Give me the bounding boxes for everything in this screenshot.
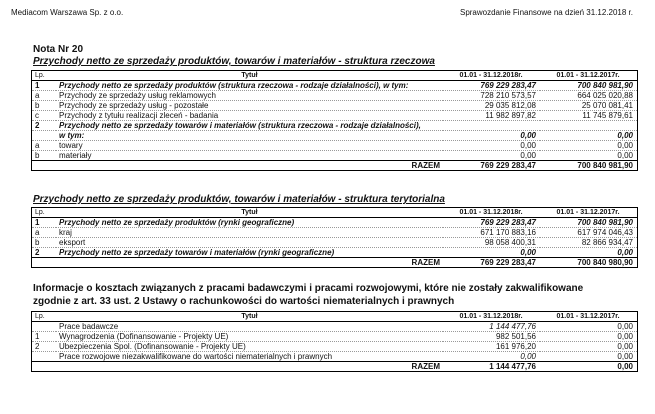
total-label: RAZEM: [56, 362, 443, 372]
row-label: Przychody ze sprzedaży usług reklamowych: [56, 91, 443, 101]
row-lp: 2: [32, 121, 57, 131]
row-value-2017: 25 070 081,41: [540, 101, 638, 111]
table-row: [32, 322, 638, 332]
row-value-2017: 82 866 934,47: [540, 238, 638, 248]
row-value-2017: 700 840 981,90: [540, 81, 638, 91]
row-value-2017: 0,00: [540, 342, 638, 352]
table3-header: [32, 312, 638, 322]
row-value-2017: 700 840 981,90: [540, 218, 638, 228]
row-value-2017: 0,00: [540, 141, 638, 151]
row-label: Przychody ze sprzedaży usług - pozostałe: [56, 101, 443, 111]
row-value-2017: 0,00: [540, 332, 638, 342]
row-lp: 1: [32, 332, 57, 342]
table-row: [32, 81, 638, 91]
row-lp: c: [32, 111, 57, 121]
total-label: RAZEM: [56, 161, 443, 171]
row-value-2017: 617 974 046,43: [540, 228, 638, 238]
table-row: [32, 352, 638, 362]
row-value-2018: 1 144 477,76: [443, 322, 540, 332]
table1-title: Przychody netto ze sprzedaży produktów, towarów i materiałów - struktura rzeczowa: [33, 56, 435, 67]
row-lp: b: [32, 151, 57, 161]
table-row: [32, 342, 638, 352]
table2: [31, 207, 638, 268]
row-label: Ubezpieczenia Spol. (Dofinansowanie - Projekty UE): [56, 342, 443, 352]
table3-title-line1: Informacje o kosztach związanych z pracami badawczymi i pracami rozwojowymi, które nie zostały zakwalifikowane: [33, 283, 584, 294]
row-lp: [32, 352, 57, 362]
table-row: [32, 248, 638, 258]
row-value-2018: [443, 121, 540, 131]
total-lp: [32, 258, 57, 268]
row-value-2017: 0,00: [540, 322, 638, 332]
row-lp: b: [32, 238, 57, 248]
row-value-2018: 0,00: [443, 131, 540, 141]
row-lp: b: [32, 101, 57, 111]
row-label: Przychody netto ze sprzedaży towarów i materiałów (struktura rzeczowa - rodzaje działalności),: [56, 121, 443, 131]
total-value-2018: 1 144 477,76: [443, 362, 540, 372]
row-label: kraj: [56, 228, 443, 238]
row-value-2018: 769 229 283,47: [443, 218, 540, 228]
table-row: [32, 91, 638, 101]
nota-number: Nota Nr 20: [33, 44, 84, 55]
total-value-2018: 769 229 283,47: [443, 258, 540, 268]
total-row: [32, 258, 638, 268]
table3-title-line2: zgodnie z art. 33 ust. 2 Ustawy o rachunkowości do wartości niematerialnych i prawnych: [33, 296, 455, 307]
row-value-2017: 0,00: [540, 131, 638, 141]
row-value-2018: 671 170 883,16: [443, 228, 540, 238]
row-value-2018: 0,00: [443, 141, 540, 151]
row-label: Przychody z tytułu realizacji zleceń - badania: [56, 111, 443, 121]
col-p2: 01.01 - 31.12.2017r.: [540, 71, 638, 81]
row-label: Wynagrodzenia (Dofinansowanie - Projekty UE): [56, 332, 443, 342]
row-lp: 1: [32, 81, 57, 91]
row-label: eksport: [56, 238, 443, 248]
row-lp: 1: [32, 218, 57, 228]
row-lp: a: [32, 91, 57, 101]
row-value-2018: 98 058 400,31: [443, 238, 540, 248]
total-label: RAZEM: [56, 258, 443, 268]
row-value-2017: 0,00: [540, 248, 638, 258]
table-row: [32, 228, 638, 238]
col-p1: 01.01 - 31.12.2018r.: [443, 71, 540, 81]
col-p1: 01.01 - 31.12.2018r.: [443, 208, 540, 218]
row-lp: [32, 131, 57, 141]
row-value-2018: 728 210 573,57: [443, 91, 540, 101]
row-value-2018: 0,00: [443, 151, 540, 161]
total-lp: [32, 362, 57, 372]
table-row: [32, 141, 638, 151]
row-label: towary: [56, 141, 443, 151]
row-label: Prace badawcze: [56, 322, 443, 332]
row-value-2018: 161 976,20: [443, 342, 540, 352]
col-p2: 01.01 - 31.12.2017r.: [540, 208, 638, 218]
row-lp: a: [32, 141, 57, 151]
col-p2: 01.01 - 31.12.2017r.: [540, 312, 638, 322]
row-value-2017: 0,00: [540, 352, 638, 362]
row-lp: 2: [32, 248, 57, 258]
table2-title: Przychody netto ze sprzedaży produktów, towarów i materiałów - struktura terytorialna: [33, 194, 445, 205]
table-row: [32, 151, 638, 161]
table-row: [32, 131, 638, 141]
row-label: Przychody netto ze sprzedaży produktów (rynki geograficzne): [56, 218, 443, 228]
row-value-2018: 982 501,56: [443, 332, 540, 342]
row-label: materiały: [56, 151, 443, 161]
row-value-2018: 0,00: [443, 248, 540, 258]
total-value-2018: 769 229 283,47: [443, 161, 540, 171]
total-value-2017: 0,00: [540, 362, 638, 372]
row-label: Przychody netto ze sprzedaży towarów i materiałów (rynki geograficzne): [56, 248, 443, 258]
table3: [31, 311, 638, 372]
row-value-2018: 11 982 897,82: [443, 111, 540, 121]
total-lp: [32, 161, 57, 171]
table-row: [32, 111, 638, 121]
total-row: [32, 161, 638, 171]
row-value-2018: 0,00: [443, 352, 540, 362]
col-lp: Lp.: [32, 312, 57, 322]
report-title: Sprawozdanie Finansowe na dzień 31.12.2018 r.: [459, 8, 633, 17]
row-value-2018: 29 035 812,08: [443, 101, 540, 111]
row-lp: [32, 322, 57, 332]
row-label: Przychody netto ze sprzedaży produktów (struktura rzeczowa - rodzaje działalności), w tym:: [56, 81, 443, 91]
table-row: [32, 218, 638, 228]
row-label: Prace rozwojowe niezakwalifikowane do wartości niematerialnych i prawnych: [56, 352, 443, 362]
row-label: w tym:: [56, 131, 443, 141]
total-value-2017: 700 840 980,90: [540, 258, 638, 268]
row-lp: a: [32, 228, 57, 238]
table-row: [32, 238, 638, 248]
row-value-2017: 664 025 020,88: [540, 91, 638, 101]
col-title: Tytuł: [56, 71, 443, 81]
row-value-2018: 769 229 283,47: [443, 81, 540, 91]
table-row: [32, 332, 638, 342]
col-title: Tytuł: [56, 312, 443, 322]
table1: [31, 70, 638, 171]
table2-header: [32, 208, 638, 218]
total-value-2017: 700 840 981,90: [540, 161, 638, 171]
table-row: [32, 121, 638, 131]
col-lp: Lp.: [32, 208, 57, 218]
total-row: [32, 362, 638, 372]
company-name: Mediacom Warszawa Sp. z o.o.: [11, 8, 124, 17]
col-title: Tytuł: [56, 208, 443, 218]
row-value-2017: 11 745 879,61: [540, 111, 638, 121]
row-lp: 2: [32, 342, 57, 352]
row-value-2017: [540, 121, 638, 131]
table1-header: [32, 71, 638, 81]
col-p1: 01.01 - 31.12.2018r.: [443, 312, 540, 322]
table-row: [32, 101, 638, 111]
col-lp: Lp.: [32, 71, 57, 81]
row-value-2017: 0,00: [540, 151, 638, 161]
